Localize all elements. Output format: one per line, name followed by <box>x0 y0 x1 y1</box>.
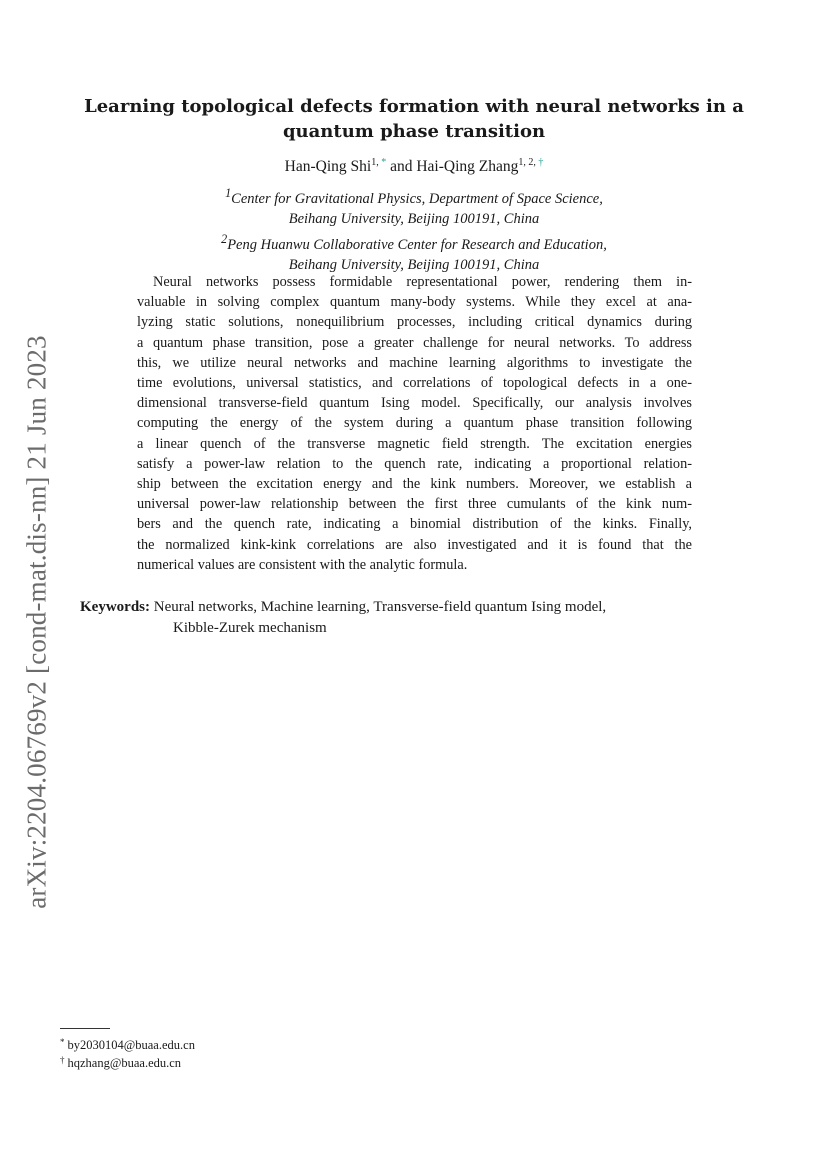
footnotes <box>60 1036 195 1072</box>
footnote-email[interactable]: hqzhang@buaa.edu.cn <box>67 1056 182 1070</box>
footnote-email[interactable]: by2030104@buaa.edu.cn <box>67 1038 195 1052</box>
abstract-line: bers and the quench rate, indicating a binomial distribution of the kinks. Finally, <box>137 516 692 533</box>
keywords-text: Neural networks, Machine learning, Transverse-field quantum Ising model, <box>153 599 607 615</box>
footnote-mark: † <box>60 1055 65 1065</box>
paper-title-line-2: quantum phase transition <box>282 121 546 142</box>
affiliation-number: 2 <box>221 232 228 247</box>
author-name: Hai-Qing Zhang <box>416 158 519 175</box>
footnote-mark[interactable]: * <box>381 157 387 168</box>
footnote <box>60 1036 195 1054</box>
abstract-line: lyzing static solutions, nonequilibrium processes, including critical dynamics during <box>137 314 692 331</box>
affiliation-line: Beihang University, Beijing 100191, China <box>288 211 540 228</box>
abstract <box>137 272 692 575</box>
abstract-line: the normalized kink-kink correlations are also investigated and it is found that the <box>137 536 692 553</box>
paper-title <box>0 94 828 144</box>
abstract-line: universal power-law relationship between the first three cumulants of the kink num- <box>137 496 692 513</box>
affiliation-line: $^1$Center for Gravitational Physics, Department of Space Science, <box>225 186 603 207</box>
keywords <box>80 597 720 639</box>
abstract-line: ship between the excitation energy and the kink numbers. Moreover, we establish a <box>137 476 692 493</box>
abstract-line: computing the energy of the system during a quantum phase transition following <box>137 415 692 432</box>
abstract-line: a quantum phase transition, pose a greater challenge for neural networks. To address <box>137 334 692 351</box>
footnote-mark: * <box>60 1037 65 1047</box>
keywords-text: Kibble-Zurek mechanism <box>173 620 327 636</box>
abstract-line: satisfy a power-law relation to the quench rate, indicating a proportional relation- <box>137 455 692 472</box>
affiliations <box>0 183 828 275</box>
abstract-line: dimensional transverse-field quantum Ising model. Specifically, our analysis involves <box>137 395 692 412</box>
abstract-line: this, we utilize neural networks and machine learning algorithms to investigate the <box>137 354 692 371</box>
author-name: Han-Qing Shi <box>284 158 372 175</box>
arxiv-identifier: arXiv:2204.06769v2 [cond-mat.dis-nn] 21 Jun 2023 <box>21 335 52 909</box>
author-affiliation-marks: 1, 2, † <box>518 157 544 168</box>
abstract-line: Neural networks possess formidable representational power, rendering them in- <box>153 274 692 290</box>
footnote <box>60 1054 195 1072</box>
abstract-line: time evolutions, universal statistics, and correlations of topological defects in a one- <box>137 375 692 392</box>
keywords-label: Keywords: <box>80 599 150 615</box>
affiliation-line: Beihang University, Beijing 100191, China <box>288 257 540 274</box>
footnote-rule <box>60 1028 110 1029</box>
paper-title-line-1: Learning topological defects formation with neural networks in a <box>84 96 744 117</box>
author-list <box>0 158 828 176</box>
author-connector: and <box>386 158 417 175</box>
abstract-line: valuable in solving complex quantum many-body systems. While they excel at ana- <box>137 294 692 311</box>
footnote-mark[interactable]: † <box>538 157 544 168</box>
author-affiliation-marks: 1, * <box>371 157 387 168</box>
affiliation-number: 1 <box>225 186 232 200</box>
abstract-line: numerical values are consistent with the analytic formula. <box>137 556 468 573</box>
affiliation-line: $^2$Peng Huanwu Collaborative Center for Research and Education, <box>221 232 607 254</box>
abstract-line: a linear quench of the transverse magnetic field strength. The excitation energies <box>137 435 692 452</box>
